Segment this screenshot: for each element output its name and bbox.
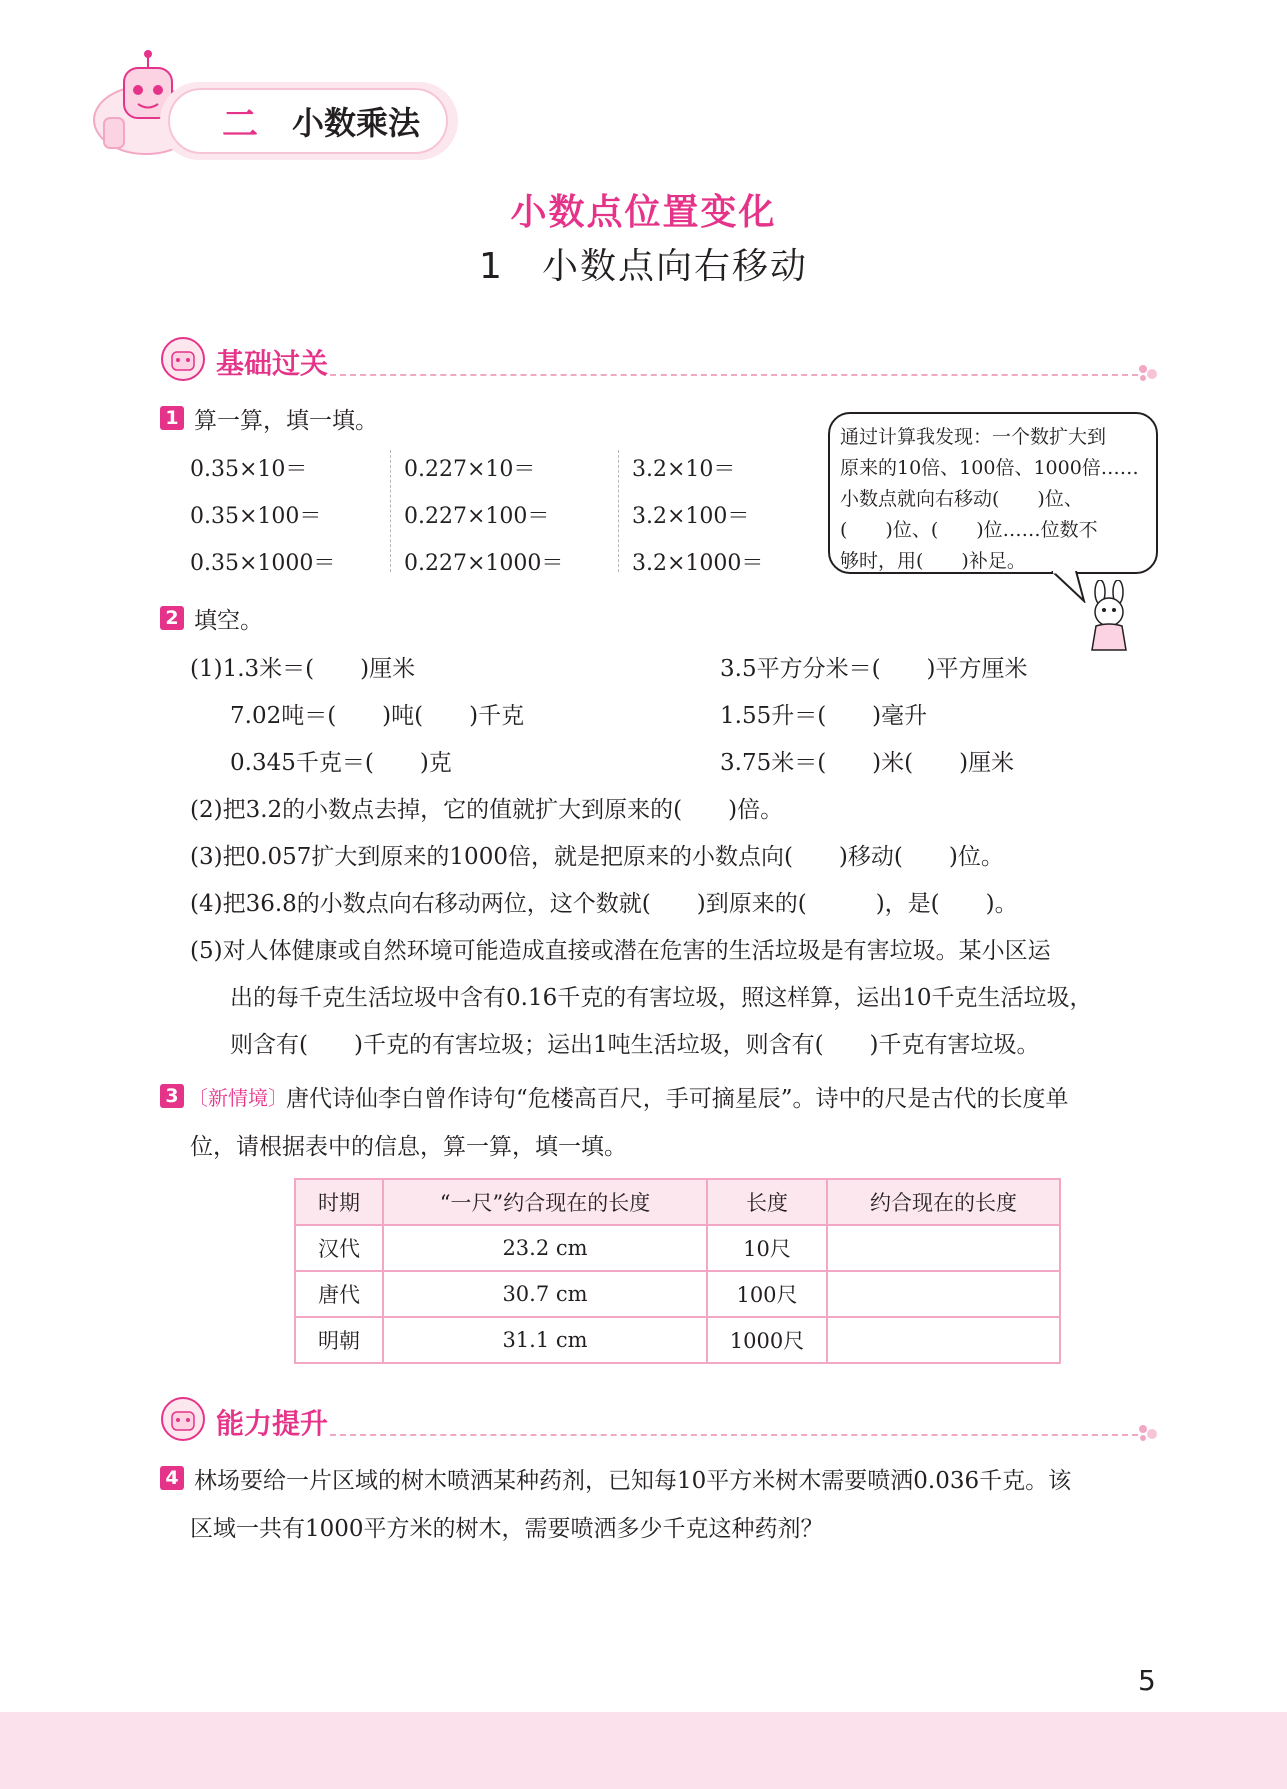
length-table xyxy=(294,1178,1061,1364)
fill-item: 3.5平方分米＝( )平方厘米 xyxy=(720,656,1028,682)
question-number: 2 xyxy=(160,606,184,630)
question-text: 唐代诗仙李白曾作诗句“危楼高百尺，手可摘星辰”。诗中的尺是古代的长度单 xyxy=(286,1086,1069,1112)
table-answer-cell xyxy=(827,1317,1060,1363)
fill-item: 0.345千克＝( )克 xyxy=(230,750,452,776)
fill-item: 1.55升＝( )毫升 xyxy=(720,703,928,729)
table-cell: 23.2 cm xyxy=(383,1225,707,1271)
fill-item: (1)1.3米＝( )厘米 xyxy=(190,656,416,682)
table-cell: 100尺 xyxy=(707,1271,827,1317)
new-context-tag: 〔新情境〕 xyxy=(188,1086,288,1110)
calc-item: 0.227×10＝ xyxy=(404,457,536,482)
question-text: 林场要给一片区域的树木喷洒某种药剂，已知每10平方米树木需要喷洒0.036千克。该 xyxy=(194,1468,1072,1494)
table-header-cell: 长度 xyxy=(707,1179,827,1225)
section-icon-advanced xyxy=(160,1396,206,1442)
page-number: 5 xyxy=(1138,1664,1156,1697)
question-prompt: 填空。 xyxy=(194,608,263,634)
table-header-cell: 约合现在的长度 xyxy=(827,1179,1060,1225)
table-cell: 1000尺 xyxy=(707,1317,827,1363)
column-divider xyxy=(390,450,391,572)
table-cell: 31.1 cm xyxy=(383,1317,707,1363)
fill-item: 7.02吨＝( )吨( )千克 xyxy=(230,703,525,729)
section-icon-basic xyxy=(160,336,206,382)
section-dots-icon xyxy=(1138,364,1160,382)
page-title: 小数点位置变化 xyxy=(510,192,777,233)
fill-item: (2)把3.2的小数点去掉，它的值就扩大到原来的( )倍。 xyxy=(190,797,784,823)
column-divider xyxy=(618,450,619,572)
question-text: 位，请根据表中的信息，算一算，填一填。 xyxy=(190,1134,627,1160)
table-row xyxy=(295,1317,1060,1363)
mascot-badge-icon xyxy=(160,336,206,382)
table-cell: 10尺 xyxy=(707,1225,827,1271)
question-number: 4 xyxy=(160,1466,184,1490)
calc-item: 3.2×100＝ xyxy=(632,504,750,529)
bubble-line: 够时，用( )补足。 xyxy=(840,550,1026,572)
fill-item: 3.75米＝( )米( )厘米 xyxy=(720,750,1015,776)
mascot-badge-icon xyxy=(160,1396,206,1442)
table-cell: 30.7 cm xyxy=(383,1271,707,1317)
calc-item: 0.227×100＝ xyxy=(404,504,550,529)
fill-item: (4)把36.8的小数点向右移动两位，这个数就( )到原来的( )，是( )。 xyxy=(190,891,1018,917)
page-subtitle: 1 小数点向右移动 xyxy=(479,246,808,287)
chapter-title: 小数乘法 xyxy=(292,104,421,142)
table-answer-cell xyxy=(827,1271,1060,1317)
calc-item: 0.227×1000＝ xyxy=(404,551,564,576)
rabbit-icon xyxy=(1080,580,1138,654)
fill-item: (3)把0.057扩大到原来的1000倍，就是把原来的小数点向( )移动( )位。 xyxy=(190,844,1004,870)
table-row xyxy=(295,1271,1060,1317)
section-label-advanced: 能力提升 xyxy=(216,1407,329,1440)
table-header-cell: 时期 xyxy=(295,1179,383,1225)
section-divider xyxy=(330,374,1138,376)
section-label-basic: 基础过关 xyxy=(216,347,329,380)
calc-item: 0.35×1000＝ xyxy=(190,551,336,576)
calc-item: 0.35×100＝ xyxy=(190,504,322,529)
bubble-line: 原来的10倍、100倍、1000倍…… xyxy=(840,457,1139,479)
section-dots-icon xyxy=(1138,1424,1160,1442)
bubble-line: 小数点就向右移动( )位、 xyxy=(840,488,1083,510)
table-header-cell: “一尺”约合现在的长度 xyxy=(383,1179,707,1225)
fill-item: 出的每千克生活垃圾中含有0.16千克的有害垃圾，照这样算，运出10千克生活垃圾， xyxy=(230,985,1093,1011)
bubble-line: ( )位、( )位……位数不 xyxy=(840,519,1098,541)
question-text: 区域一共有1000平方米的树木，需要喷洒多少千克这种药剂？ xyxy=(190,1516,824,1542)
rabbit-mascot xyxy=(1080,580,1138,654)
chapter-number: 二 xyxy=(222,104,259,145)
calc-item: 0.35×10＝ xyxy=(190,457,308,482)
table-row xyxy=(295,1225,1060,1271)
table-cell: 明朝 xyxy=(295,1317,383,1363)
fill-item: 则含有( )千克的有害垃圾；运出1吨生活垃圾，则含有( )千克有害垃圾。 xyxy=(230,1032,1040,1058)
section-divider xyxy=(330,1434,1138,1436)
table-cell: 汉代 xyxy=(295,1225,383,1271)
bubble-line: 通过计算我发现：一个数扩大到 xyxy=(840,426,1107,448)
calc-item: 3.2×10＝ xyxy=(632,457,736,482)
table-header-row xyxy=(295,1179,1060,1225)
table-cell: 唐代 xyxy=(295,1271,383,1317)
question-prompt: 算一算，填一填。 xyxy=(194,408,378,434)
fill-item: (5)对人体健康或自然环境可能造成直接或潜在危害的生活垃圾是有害垃圾。某小区运 xyxy=(190,938,1051,964)
footer-band xyxy=(0,1712,1287,1789)
table-answer-cell xyxy=(827,1225,1060,1271)
question-number: 3 xyxy=(160,1084,184,1108)
question-number: 1 xyxy=(160,406,184,430)
calc-item: 3.2×1000＝ xyxy=(632,551,764,576)
